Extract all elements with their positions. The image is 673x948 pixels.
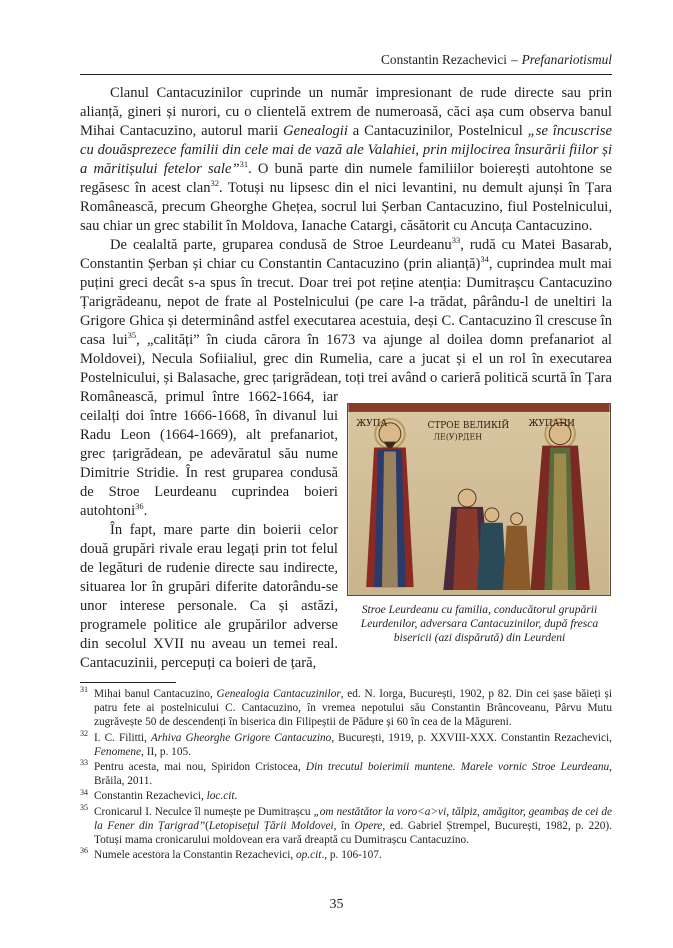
p1-text-d: . Totuși nu lipsesc din el nici levantini, nu demult ajunși în Țara Românească, precum Gheorghe Ghețea, socrul lui Șerban Cantacuzino, fiul Postelnicului, sau chiar un grec stabilit în Moldova, Ianache Catargi, căsătorit cu Ancuța Cantacuzino. [80,180,612,234]
header-title: Prefanariotismul [521,52,612,67]
paragraph-1 [80,84,612,236]
figure-caption: Stroe Leurdeanu cu familia, conducătorul grupării Leurdenilor, adversara Cantacuzinilor, după fresca bisericii (azi dispărută) din Leurdeni [360,603,599,644]
inscription-center-2: ЛЕ(У)РДЕН [433,432,483,442]
p1-quote: „se încuscrise cu douăsprezece familii din cele mai de vază ale Valahiei, prin mijlocirea însurării fiilor și a măritișului fetelor sale” [80,123,612,177]
p1-text-a: Clanul Cantacuzinilor cuprinde un număr impresionant de rude directe sau prin alianță, gineri și nurori, cu o clientelă extrem de numeroasă, căci așa cum observa banul Mihai Cantacuzino, autorul marii [80,85,612,139]
footnote-36: 36 Numele acestora la Constantin Rezachevici, op.cit., p. 106-107. [80,846,382,862]
p2-text-c: , cuprindea mult mai puțini greci decât s-a spus în trecut. Doar trei pot reține atenția: Dumitrașcu Cantacuzino Țarigrădeanu, nepot de frate al Postelnicului (pe care l-a trădat, pârându-l de uneltiri la Grigore Ghica și determinând astfel executarea acestuia, deși C. Cantacuzino îl crescuse în casa lui [80,256,612,348]
footnote-ref-35[interactable]: 35 [127,330,137,341]
footnote-ref-33[interactable]: 33 [451,235,461,246]
inscription-center: СТРОЕ ВЕЛИКІЙ [427,420,510,431]
p2-text-d: , „calități” în ciuda cărora în 1673 va ajunge al doilea domn prefanariot al Moldovei), Necula Sofiialiul, grec din Rumelia, care a jucat și el un rol în executarea Postelnicului, și Balasache, grec țarigrădean, toți trei având o carieră politică scurtă în Țara Românească, primul între 1662-1664, iar ceilalți doi între 1666-1668, în divanul lui Radu Leon (1664-1669), alt prefanariot, grec țarigrădean, pe adevăratul său nume Dimitrie Stridie. În rest gruparea condusă de Stroe Leurdeanu cuprindea boieri autohtoni [80,332,612,519]
footnote-rule [80,682,176,683]
footnote-32: 32 I. C. Filitti, Arhiva Gheorghe Grigore Cantacuzino, București, 1919, p. XXVIII-XXX. Constantin Rezachevici, Fenomene, II, p. 105. [80,728,612,758]
footnote-ref-34[interactable]: 34 [480,254,489,265]
p2-text-a: De cealaltă parte, gruparea condusă de Stroe Leurdeanu [110,237,452,253]
inscription-right: ЖУПАНИ [528,418,575,429]
header-author: Constantin Rezachevici [381,52,507,67]
inscription-left: ЖУПА [356,418,388,429]
footnotes [80,687,612,863]
running-header [80,52,612,68]
footnote-ref-31[interactable]: 31 [239,159,249,170]
p1-text-b: a Cantacuzinilor, Postelnicul [347,123,528,139]
header-rule [80,74,612,75]
p2-text-b: , rudă cu Matei Basarab, Constantin Șerban și chiar cu Constantin Cantacuzino (prin alianță) [80,237,612,272]
p1-genealogii: Genealogii [283,123,348,139]
footnote-35: 35 Cronicarul I. Neculce îl numește pe Dumitrașcu „om nestătător la voro<a>vi, tălpiz, amăgitor, geambaș de cei de la Fener din Țarigrad”(Letopisețul Țării Moldovei, în Opere, ed. Gabriel Ștrempel, București, 1982, p. 220). Totuși mama cronicarului moldovean era vară dreaptă cu Dumitrașcu Cantacuzino. [80,802,612,847]
footnote-31: 31 Mihai banul Cantacuzino, Genealogia Cantacuzinilor, ed. N. Iorga, București, 1902, p 82. Din cei șase băieți și patru fete ai postelnicului C. Cantacuzino, în vremea nepotului său Constantin Brâncoveanu, Pârvu Mutu zugrăvește 50 de descendenți în biserica din Filipeștii de Pădure și 60 în cea de la Măgureni. [80,685,612,729]
header-separator: – [510,52,518,67]
page-number: 35 [329,897,344,912]
paragraph-3: În fapt, mare parte din boierii celor două grupări rivale erau legați prin tot felul de legături de rudenie directe sau indirecte, situarea lor în grupări diferite datorându-se unor interese personale. Ca și astăzi, programele politice ale grupărilor adverse din secolul XVII nu aveau un temei real. Cantacuzinii, percepuți ca boieri de țară, [80,522,338,671]
footnote-ref-36[interactable]: 36 [135,501,144,512]
p2-text-e: . [143,503,148,519]
p1-text-c: . O bună parte din numele familiilor boierești autohtone se regăsesc în acest clan [80,161,612,196]
footnote-ref-32[interactable]: 32 [210,178,220,189]
footnote-34: 34 Constantin Rezachevici, loc.cit. [80,787,238,803]
fresco-painting-icon [347,403,611,596]
footnote-33: 33 Pentru acesta, mai nou, Spiridon Cristocea, Din trecutul boierimii muntene. Marele vornic Stroe Leurdeanu, Brăila, 2011. [80,758,612,788]
figure [347,403,612,645]
